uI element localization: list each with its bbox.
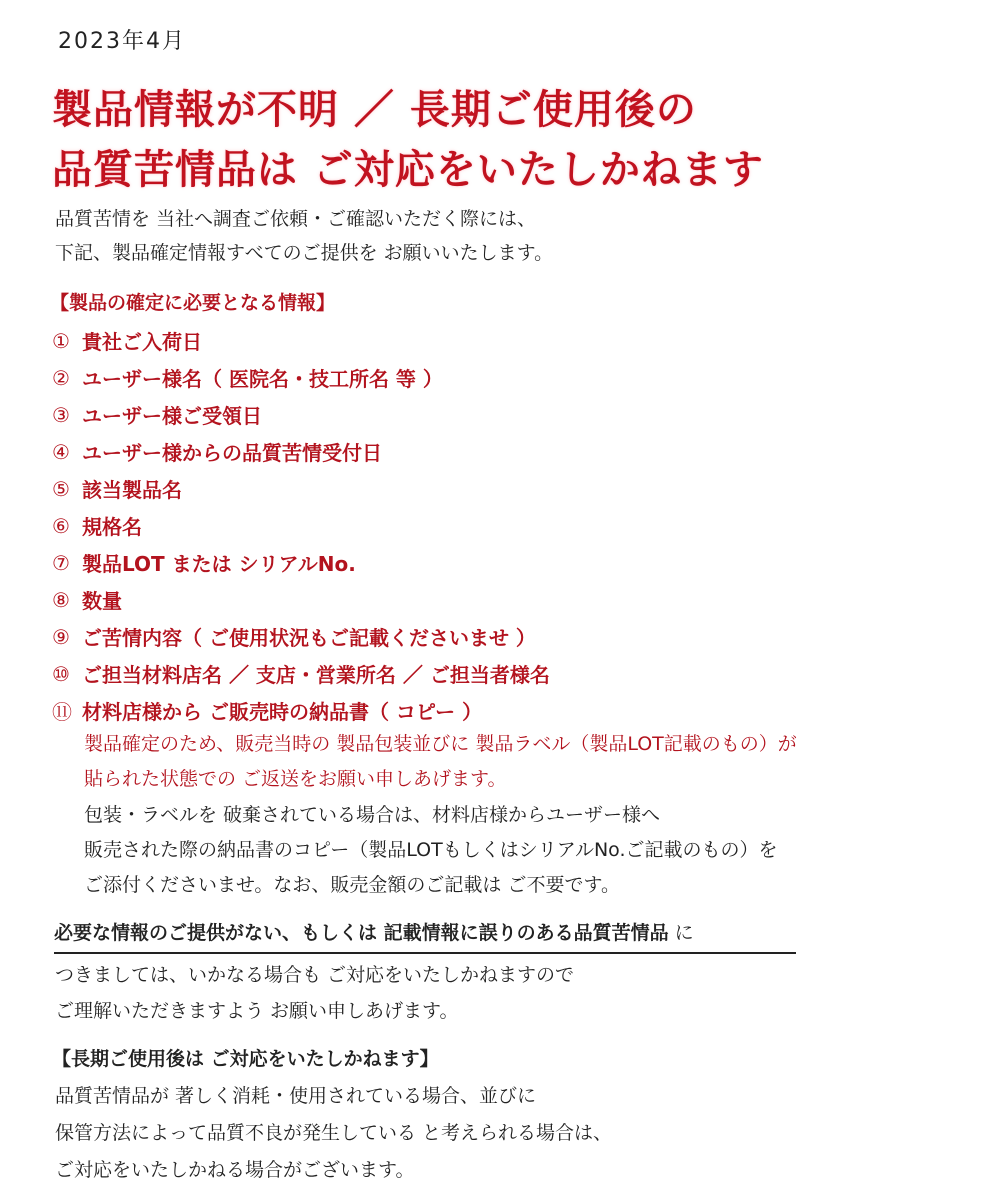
packaging-note-line: 貼られた状態での ご返送をお願い申しあげます。: [84, 768, 507, 790]
required-info-item: [52, 433, 550, 470]
item-text: 貴社ご入荷日: [82, 330, 202, 354]
item-text: 数量: [82, 589, 122, 613]
packaging-note-line: 製品確定のため、販売当時の 製品包装並びに 製品ラベル（製品LOT記載のもの）が: [84, 733, 797, 755]
item-number: ⑩: [52, 661, 70, 686]
warning-heading: [54, 918, 694, 945]
invoice-note-line: 販売された際の納品書のコピー（製品LOTもしくはシリアルNo.ご記載のもの）を: [84, 839, 778, 861]
required-info-item: [52, 322, 550, 359]
item-text: 規格名: [82, 515, 142, 539]
item-number: ②: [52, 365, 70, 390]
intro-line: 下記、製品確定情報すべてのご提供を お願いいたします。: [55, 242, 554, 264]
warning-tail: に: [668, 922, 694, 944]
item-text: ユーザー様ご受領日: [82, 404, 262, 428]
item-text: ご苦情内容（ ご使用状況もご記載くださいませ ）: [82, 626, 536, 650]
long-use-body: [55, 1078, 612, 1189]
item-number: ⑥: [52, 513, 70, 538]
required-info-item: [52, 692, 550, 729]
item-text: ユーザー様名（ 医院名・技工所名 等 ）: [82, 367, 443, 391]
required-info-title: 【製品の確定に必要となる情報】: [50, 292, 336, 314]
item-number: ⑪: [52, 700, 72, 724]
long-use-line: 保管方法によって品質不良が発生している と考えられる場合は、: [55, 1122, 613, 1144]
item-number: ④: [52, 439, 70, 464]
item-number: ③: [52, 402, 70, 427]
item-text: 材料店様から ご販売時の納品書（ コピー ）: [82, 700, 483, 724]
headline-line-2: 品質苦情品は ご対応をいたしかねます: [52, 147, 764, 193]
warning-emphasis: 必要な情報のご提供がない、もしくは 記載情報に誤りのある品質苦情品: [54, 922, 669, 944]
item-number: ⑧: [52, 587, 70, 612]
item-number: ⑨: [52, 624, 70, 649]
item-text: 該当製品名: [82, 478, 182, 502]
required-info-item: [52, 618, 550, 655]
item-text: ご担当材料店名 ／ 支店・営業所名 ／ ご担当者様名: [82, 663, 550, 687]
long-use-line: 品質苦情品が 著しく消耗・使用されている場合、並びに: [55, 1085, 537, 1107]
required-info-item: [52, 544, 550, 581]
required-info-item: [52, 655, 550, 692]
intro-paragraph: [55, 202, 553, 270]
invoice-note-line: 包装・ラベルを 破棄されている場合は、材料店様からユーザー様へ: [84, 804, 661, 826]
required-info-item: [52, 359, 550, 396]
warning-body: [55, 957, 574, 1029]
required-info-item: [52, 581, 550, 618]
long-use-title: 【長期ご使用後は ご対応をいたしかねます】: [52, 1048, 439, 1070]
warning-line: ご理解いただきますよう お願い申しあげます。: [55, 1000, 459, 1022]
headline-line-1: 製品情報が不明 ／ 長期ご使用後の: [52, 87, 697, 133]
required-info-item: [52, 470, 550, 507]
warning-underline: [54, 952, 796, 954]
item-text: ユーザー様からの品質苦情受付日: [82, 441, 382, 465]
item-text: 製品LOT または シリアルNo.: [82, 552, 356, 576]
warning-line: つきましては、いかなる場合も ご対応をいたしかねますので: [55, 964, 575, 986]
packaging-note: [84, 727, 797, 797]
required-info-item: [52, 507, 550, 544]
issue-date: 2023年4月: [58, 29, 186, 54]
intro-line: 品質苦情を 当社へ調査ご依頼・ご確認いただく際には、: [55, 208, 537, 230]
invoice-note: [84, 798, 778, 903]
item-number: ⑦: [52, 550, 70, 575]
invoice-note-line: ご添付くださいませ。なお、販売金額のご記載は ご不要です。: [84, 874, 620, 896]
required-info-item: [52, 396, 550, 433]
required-info-list: [52, 322, 550, 729]
item-number: ⑤: [52, 476, 70, 501]
item-number: ①: [52, 328, 70, 353]
long-use-line: ご対応をいたしかねる場合がございます。: [55, 1159, 415, 1181]
